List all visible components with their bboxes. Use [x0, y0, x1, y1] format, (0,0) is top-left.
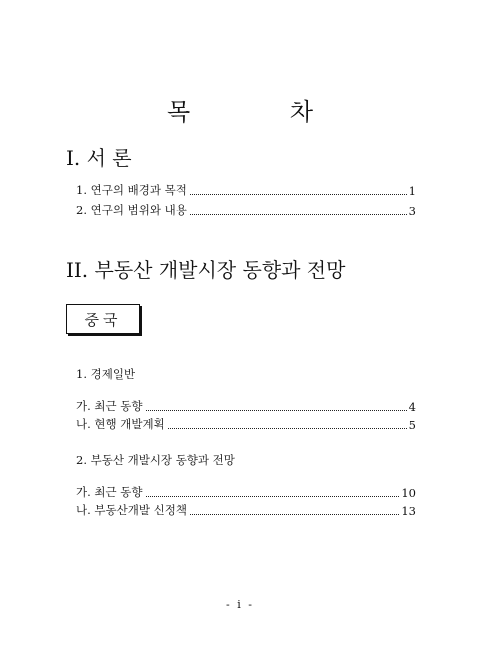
- toc-entry-label: 나. 부동산개발 신정책: [76, 503, 187, 517]
- subsection-heading: 2. 부동산 개발시장 동향과 전망: [76, 453, 235, 467]
- toc-entry-page: 1: [408, 184, 416, 198]
- dot-leader: [190, 194, 407, 195]
- toc-entry-label: 가. 최근 동향: [76, 485, 143, 499]
- toc-entry[interactable]: [76, 182, 416, 198]
- toc-entry-page: 13: [401, 504, 416, 518]
- toc-entry-page: 10: [401, 486, 416, 500]
- toc-entry-label: 1. 연구의 배경과 목적: [76, 183, 187, 197]
- page-title: 목 차: [167, 98, 359, 126]
- toc-entry[interactable]: [76, 502, 416, 518]
- toc-entry-label: 나. 현행 개발계획: [76, 417, 165, 431]
- toc-entry-label: 가. 최근 동향: [76, 399, 143, 413]
- toc-entry[interactable]: [76, 398, 416, 414]
- section-heading-introduction: I. 서 론: [66, 146, 132, 170]
- country-label-box: 중국: [66, 304, 140, 334]
- toc-entry-label: 2. 연구의 범위와 내용: [76, 203, 187, 217]
- dot-leader: [190, 214, 407, 215]
- toc-entry-page: 5: [408, 418, 416, 432]
- toc-entry[interactable]: [76, 416, 416, 432]
- toc-entry-page: 4: [408, 400, 416, 414]
- dot-leader: [168, 428, 407, 429]
- section-heading-market-trends: II. 부동산 개발시장 동향과 전망: [66, 258, 346, 282]
- toc-entry[interactable]: [76, 202, 416, 218]
- toc-entry[interactable]: [76, 484, 416, 500]
- page-number-footer: - i -: [226, 598, 254, 611]
- subsection-heading: 1. 경제일반: [76, 367, 136, 381]
- dot-leader: [190, 514, 399, 515]
- dot-leader: [146, 410, 407, 411]
- toc-entry-page: 3: [408, 204, 416, 218]
- dot-leader: [146, 496, 400, 497]
